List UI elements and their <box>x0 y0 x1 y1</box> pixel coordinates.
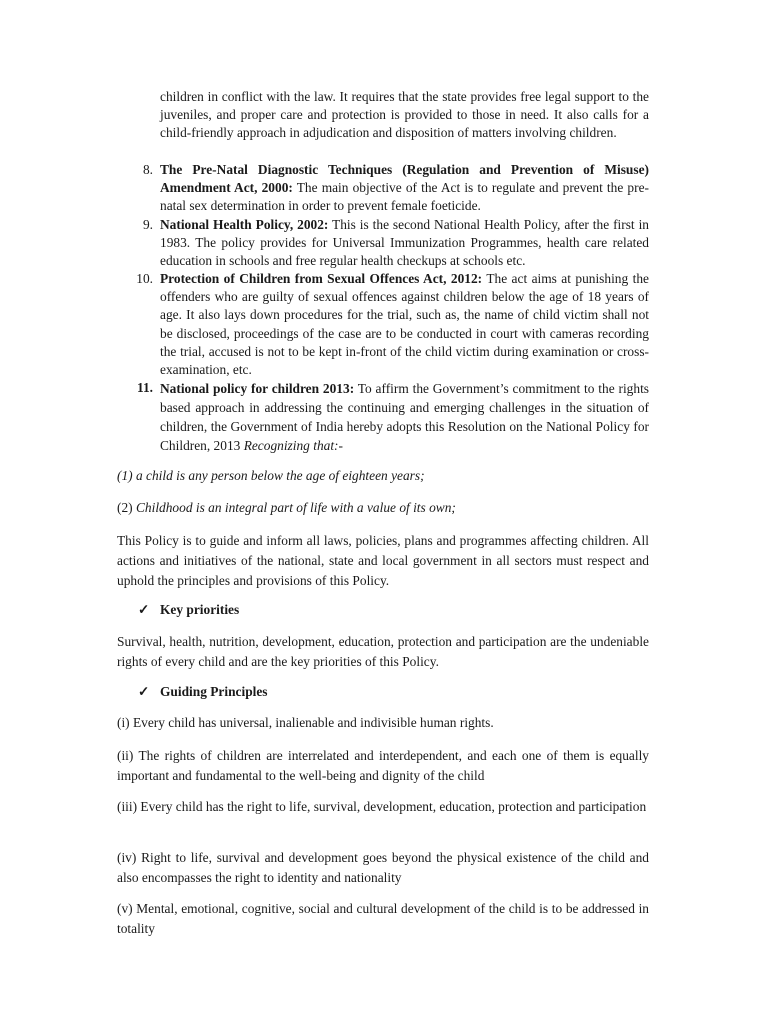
heading-text: Key priorities <box>160 602 240 617</box>
principle-iv: (iv) Right to life, survival and development goes beyond the physical existence of the child and also encompasses the right to identity and nationality <box>117 850 649 885</box>
heading-text: Guiding Principles <box>160 684 268 699</box>
checkmark-icon: ✓ <box>138 684 150 699</box>
list-item-11 <box>117 379 649 455</box>
checkmark-icon: ✓ <box>138 602 150 617</box>
intro-continuation: children in conflict with the law. It requires that the state provides free legal support to the juveniles, and proper care and protection is provided to those in need. It also calls for a child-friendly approach in adjudication and disposition of matters involving children. <box>160 89 649 141</box>
list-item-text: To affirm the Government’s commitment to the rights based approach in addressing the continuing and emerging challenges in the situation of children, the Government of India hereby adopts this Resolution on the National Policy for Children, 2013 <box>160 381 649 453</box>
list-number: 11. <box>137 380 153 395</box>
list-item-title: Protection of Children from Sexual Offences Act, 2012: <box>160 271 483 286</box>
list-item-9 <box>117 216 649 271</box>
list-item-8 <box>117 161 649 216</box>
list-number: 8. <box>142 162 153 177</box>
list-item-tail: - <box>338 438 343 453</box>
list-item-title: National policy for children 2013: <box>160 381 355 396</box>
policy-paragraph: This Policy is to guide and inform all laws, policies, plans and programmes affecting children. All actions and initiatives of the national, state and local government in all sectors must respect and uphold the principles and provisions of this Policy. <box>117 533 649 588</box>
list-number: 9. <box>142 217 153 232</box>
list-item-text: The main objective of the Act is to regulate and prevent the pre-natal sex determination in order to prevent female foeticide. <box>160 180 649 214</box>
list-item-text: The act aims at punishing the offenders who are guilty of sexual offences against children below the age of 18 years of age. It also lays down procedures for the trial, such as, the name of child victim shall not be disclosed, proceedings of the case are to be conducted in court with cameras recording the trial, accused is not to be kept in-front of the child victim during examination or cross-examination, etc. <box>160 271 649 378</box>
list-item-title: National Health Policy, 2002: <box>160 217 329 232</box>
principle-v: (v) Mental, emotional, cognitive, social and cultural development of the child is to be addressed in totality <box>117 901 649 936</box>
list-item-10 <box>117 270 649 379</box>
recognition-1: (1) a child is any person below the age of eighteen years; <box>117 468 425 483</box>
key-priorities-text: Survival, health, nutrition, development, education, protection and participation are the undeniable rights of every child and are the key priorities of this Policy. <box>117 634 649 669</box>
recognition-2 <box>117 499 649 517</box>
principle-ii: (ii) The rights of children are interrelated and interdependent, and each one of them is equally important and fundamental to the well-being and dignity of the child <box>117 748 649 783</box>
list-item-italic-tail: Recognizing that: <box>243 438 339 453</box>
principle-i: (i) Every child has universal, inalienable and indivisible human rights. <box>117 715 494 730</box>
list-number: 10. <box>136 271 153 286</box>
recognition-prefix: (2) <box>117 500 136 515</box>
key-priorities-heading <box>138 601 239 619</box>
list-item-text: This is the second National Health Policy, after the first in 1983. The policy provides for Universal Immunization Programmes, health care related education in schools and free regular health checkups at schools etc. <box>160 217 649 269</box>
principle-iii: (iii) Every child has the right to life, survival, development, education, protection and participation <box>117 799 647 814</box>
list-item-title: The Pre-Natal Diagnostic Techniques (Regulation and Prevention of Misuse) Amendment Act, 2000: <box>160 162 649 196</box>
guiding-principles-heading <box>138 683 268 701</box>
recognition-text: Childhood is an integral part of life with a value of its own; <box>135 500 456 515</box>
